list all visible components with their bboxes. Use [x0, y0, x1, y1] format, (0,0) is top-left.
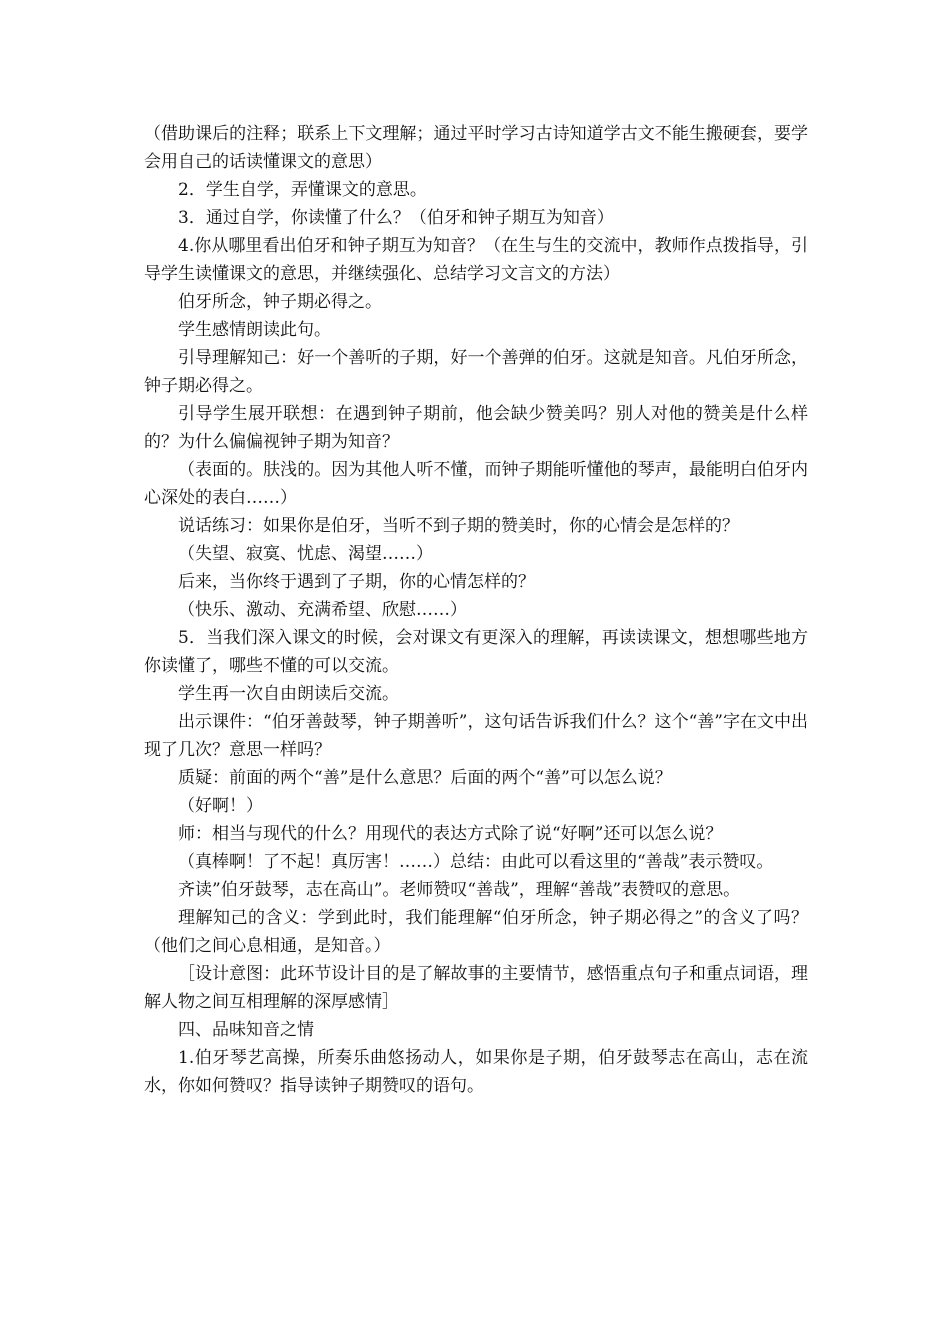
document-body	[144, 120, 808, 1100]
paragraph: 学生再一次自由朗读后交流。	[178, 684, 399, 704]
paragraph: 出示课件：“伯牙善鼓琴，钟子期善听”，这句话告诉我们什么？这个“善”字在文中出现了几次？意思一样吗？	[144, 712, 808, 760]
paragraph: （真棒啊！了不起！真厉害！……）总结：由此可以看这里的“善哉”表示赞叹。	[178, 852, 774, 872]
paragraph: 说话练习：如果你是伯牙，当听不到子期的赞美时，你的心情会是怎样的？	[178, 516, 739, 536]
paragraph: （借助课后的注释；联系上下文理解；通过平时学习古诗知道学古文不能生搬硬套，要学会用自己的话读懂课文的意思）	[144, 124, 808, 172]
paragraph: 引导学生展开联想：在遇到钟子期前，他会缺少赞美吗？别人对他的赞美是什么样的？为什么偏偏视钟子期为知音？	[144, 404, 808, 452]
paragraph: 后来，当你终于遇到了子期，你的心情怎样的？	[178, 572, 535, 592]
paragraph: （快乐、激动、充满希望、欣慰……）	[178, 600, 467, 620]
section-heading: 四、品味知音之情	[178, 1020, 314, 1040]
paragraph: 1.伯牙琴艺高操，所奏乐曲悠扬动人，如果你是子期，伯牙鼓琴志在高山，志在流水，你如何赞叹？指导读钟子期赞叹的语句。	[144, 1048, 808, 1096]
paragraph: 4.你从哪里看出伯牙和钟子期互为知音？（在生与生的交流中，教师作点拨指导，引导学生读懂课文的意思，并继续强化、总结学习文言文的方法）	[144, 236, 808, 284]
paragraph: 3．通过自学，你读懂了什么？（伯牙和钟子期互为知音）	[178, 208, 614, 228]
paragraph: （好啊！）	[178, 796, 263, 816]
paragraph: 齐读”伯牙鼓琴，志在高山”。老师赞叹“善哉”，理解“善哉”表赞叹的意思。	[178, 880, 741, 900]
paragraph: 学生感情朗读此句。	[178, 320, 331, 340]
paragraph: 2．学生自学，弄懂课文的意思。	[178, 180, 427, 200]
paragraph: 理解知己的含义：学到此时，我们能理解“伯牙所念，钟子期必得之”的含义了吗？（他们之间心息相通，是知音。）	[144, 908, 808, 956]
paragraph: 师：相当与现代的什么？用现代的表达方式除了说“好啊”还可以怎么说？	[178, 824, 723, 844]
paragraph: ［设计意图：此环节设计目的是了解故事的主要情节，感悟重点句子和重点词语，理解人物之间互相理解的深厚感情］	[144, 964, 808, 1012]
paragraph: 5．当我们深入课文的时候，会对课文有更深入的理解，再读读课文，想想哪些地方你读懂了，哪些不懂的可以交流。	[144, 628, 808, 676]
paragraph: 质疑：前面的两个“善”是什么意思？后面的两个“善”可以怎么说？	[178, 768, 672, 788]
paragraph: （表面的。肤浅的。因为其他人听不懂，而钟子期能听懂他的琴声，最能明白伯牙内心深处的表白……）	[144, 460, 808, 508]
paragraph: 伯牙所念，钟子期必得之。	[178, 292, 382, 312]
paragraph: 引导理解知己：好一个善听的子期，好一个善弹的伯牙。这就是知音。凡伯牙所念，钟子期必得之。	[144, 348, 808, 396]
paragraph: （失望、寂寞、忧虑、渴望……）	[178, 544, 433, 564]
